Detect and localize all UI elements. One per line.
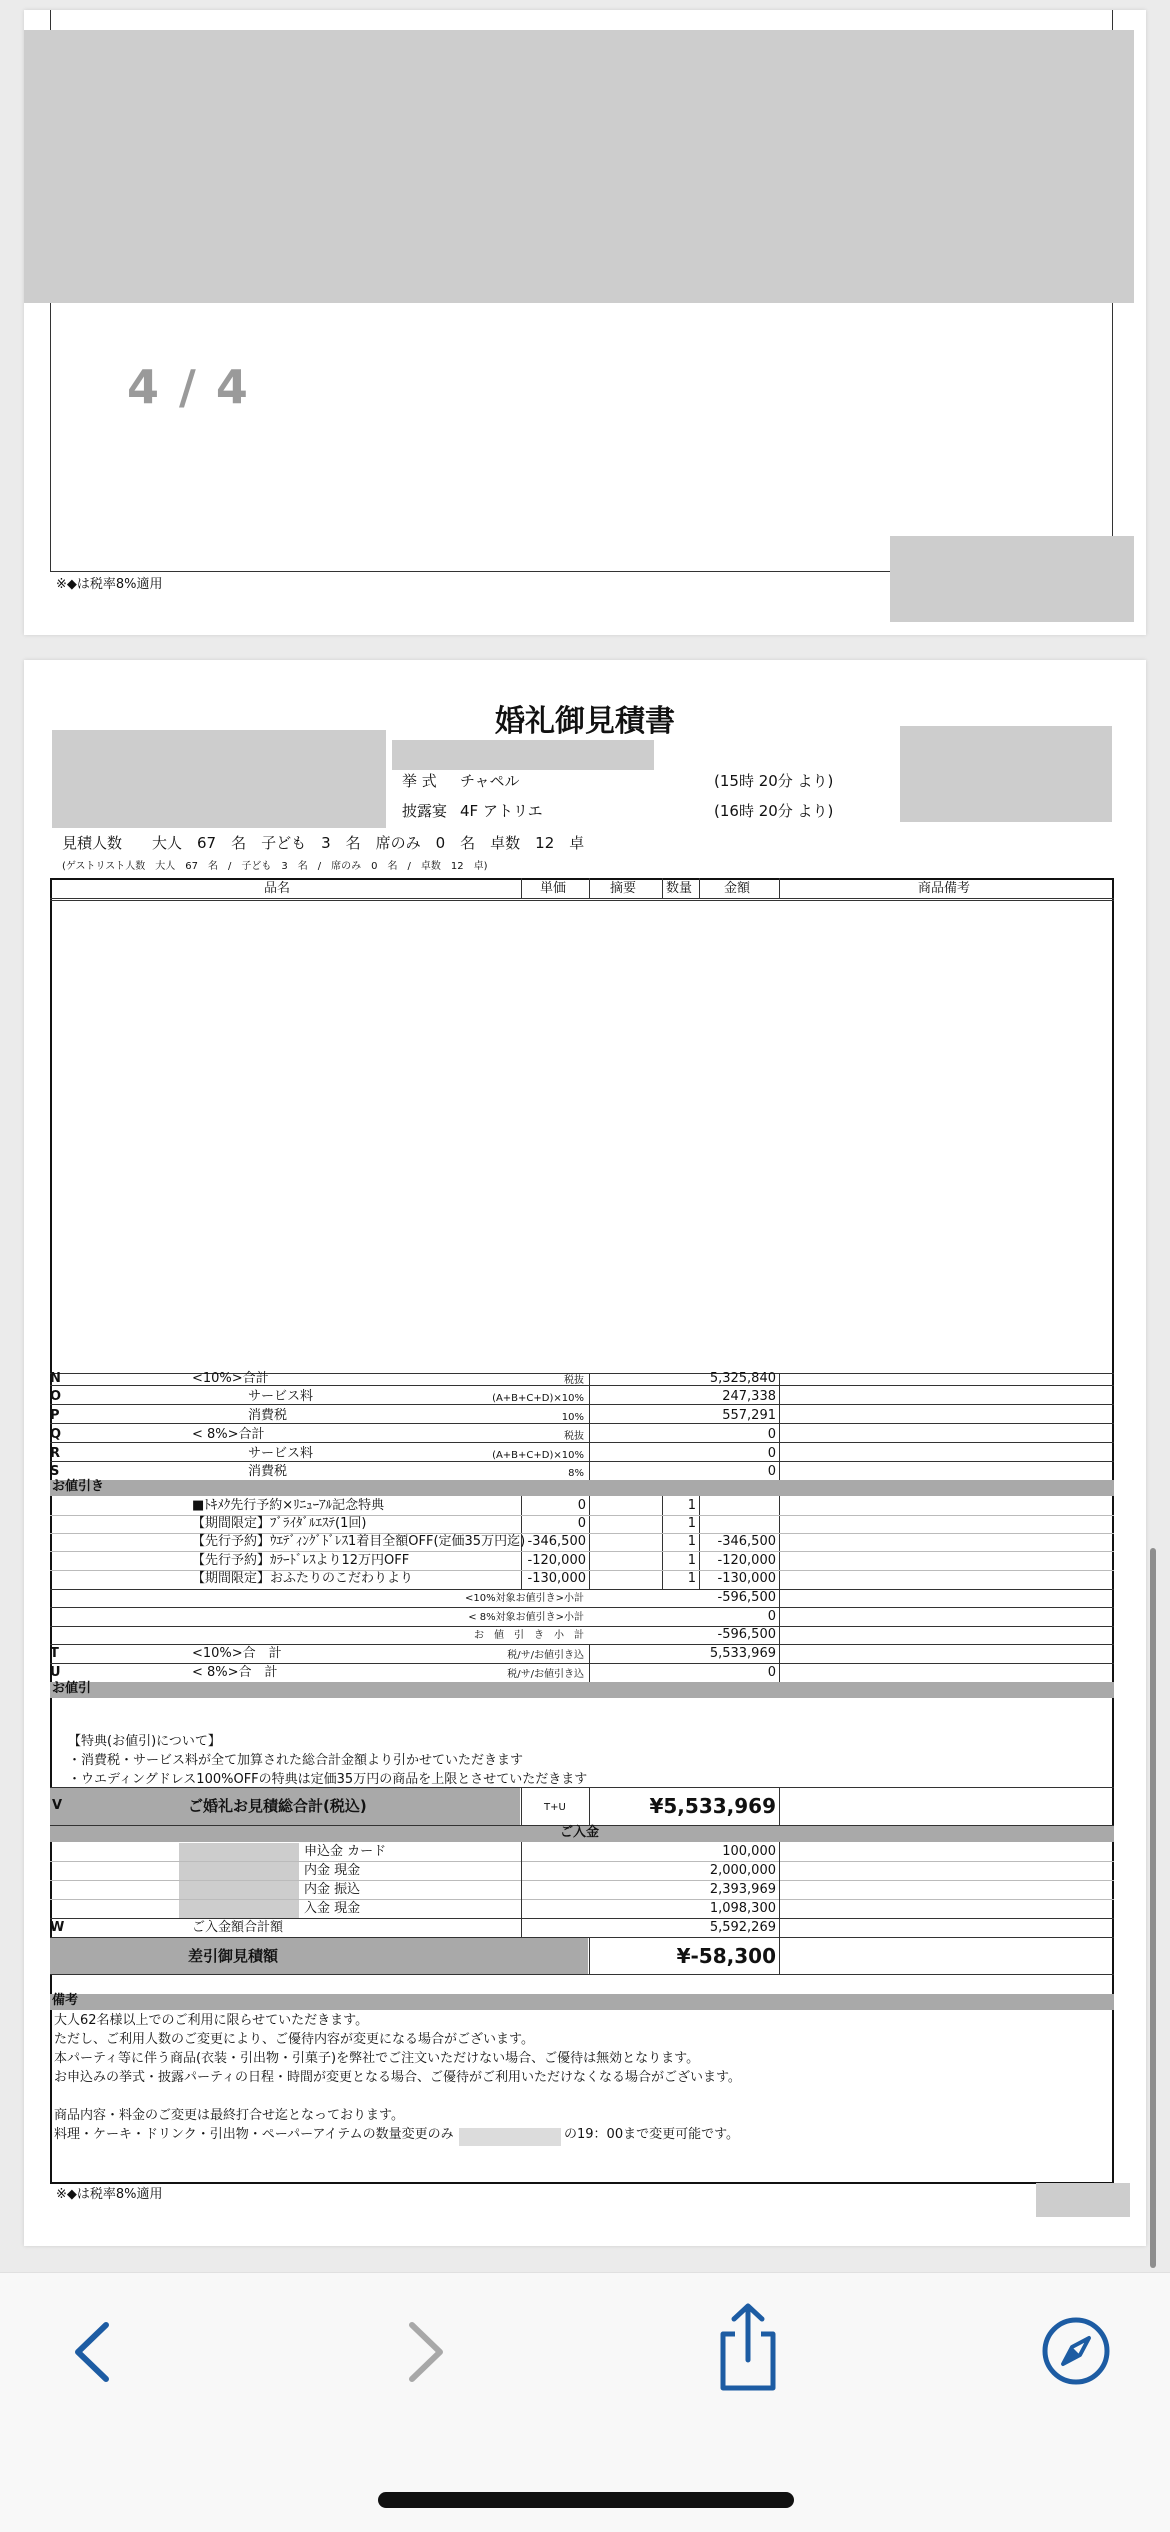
reception-label: 披露宴 — [402, 802, 448, 820]
subtotal-amount: 0 — [767, 1609, 776, 1624]
grand-name: < 8%>合 計 — [192, 1665, 278, 1680]
totals-code: P — [50, 1408, 60, 1423]
discount-item-unit: -120,000 — [527, 1553, 586, 1568]
discount-header: お値引き — [52, 1479, 105, 1494]
discount-item-unit: 0 — [577, 1498, 586, 1513]
totals-amount: 0 — [767, 1464, 776, 1479]
discount-item-qty: 1 — [687, 1534, 696, 1549]
discount-item-qty: 1 — [687, 1498, 696, 1513]
totals-name: <10%>合計 — [192, 1371, 269, 1386]
totals-code: Q — [50, 1427, 62, 1442]
totals-tag: 10% — [561, 1412, 584, 1423]
redacted-block — [890, 536, 1134, 622]
totals-code: O — [50, 1389, 62, 1404]
totals-code: S — [50, 1464, 60, 1479]
total-tag: T+U — [544, 1802, 566, 1813]
forward-icon — [406, 2321, 446, 2383]
payment-label: 申込金 カード — [304, 1844, 387, 1859]
footnote: ※◆は税率8%適用 — [56, 577, 163, 592]
redacted-date — [392, 740, 654, 770]
redacted-customer-name — [52, 730, 386, 828]
totals-code: R — [50, 1446, 61, 1461]
redacted-stamp — [1036, 2183, 1130, 2217]
totals-name: < 8%>合計 — [192, 1427, 265, 1442]
payment-total-amount: 5,592,269 — [709, 1920, 776, 1935]
grand-amount: 0 — [767, 1665, 776, 1680]
discount-item-unit: -346,500 — [527, 1534, 586, 1549]
totals-tag: 税抜 — [564, 1431, 584, 1442]
discount-item-name: 【先行予約】ｳｴﾃﾞｨﾝｸﾞﾄﾞﾚｽ1着目全額OFF(定価35万円迄) — [192, 1534, 526, 1549]
totals-name: 消費税 — [248, 1408, 288, 1423]
totals-amount: 247,338 — [722, 1389, 776, 1404]
scrollbar[interactable] — [1150, 1548, 1156, 2268]
ceremony-label: 挙 式 — [402, 772, 437, 790]
remark-line: 料理・ケーキ・ドリンク・引出物・ペーパーアイテムの数量変更のみ — [54, 2127, 454, 2142]
grand-code: T — [50, 1646, 59, 1661]
guest-list-count: (ゲストリスト人数 大人 67 名 / 子ども 3 名 / 席のみ 0 名 / 卓数 12 卓) — [62, 861, 488, 872]
discount-item-name: 【先行予約】ｶﾗｰﾄﾞﾚｽより12万円OFF — [192, 1553, 410, 1568]
footnote: ※◆は税率8%適用 — [56, 2187, 163, 2202]
subtotal-amount: -596,500 — [717, 1627, 776, 1642]
redacted-payment-date — [179, 1843, 299, 1919]
notice-header: お値引 — [52, 1681, 92, 1696]
discount-item-qty: 1 — [687, 1571, 696, 1586]
payment-label: 内金 現金 — [304, 1863, 361, 1878]
totals-code: N — [50, 1371, 61, 1386]
compass-icon — [1041, 2316, 1111, 2386]
ceremony-value: チャペル — [460, 772, 520, 790]
page-counter: 4 / 4 — [127, 360, 250, 414]
back-button[interactable] — [56, 2309, 128, 2395]
redacted-venue-logo — [900, 726, 1112, 822]
subtotal-label: お 値 引 き 小 計 — [474, 1630, 584, 1641]
discount-item-amount: -120,000 — [717, 1553, 776, 1568]
back-icon — [72, 2321, 112, 2383]
totals-amount: 5,325,840 — [709, 1371, 776, 1386]
safari-button[interactable] — [1034, 2309, 1118, 2393]
pdf-page-estimate — [24, 660, 1146, 2246]
discount-item-amount: -346,500 — [717, 1534, 776, 1549]
payment-amount: 2,393,969 — [709, 1882, 776, 1897]
grand-amount: 5,533,969 — [709, 1646, 776, 1661]
discount-item-qty: 1 — [687, 1553, 696, 1568]
ceremony-time: (15時 20分 より) — [714, 772, 834, 790]
totals-amount: 0 — [767, 1446, 776, 1461]
redacted-remark-date — [459, 2128, 561, 2146]
share-icon — [715, 2302, 781, 2392]
subtotal-label: <10%対象お値引き>小計 — [465, 1593, 584, 1604]
totals-name: 消費税 — [248, 1464, 288, 1479]
totals-name: サービス料 — [248, 1446, 314, 1461]
subtotal-amount: -596,500 — [717, 1590, 776, 1605]
payment-label: 入金 現金 — [304, 1901, 361, 1916]
grand-tag: 税/サ/お値引き込 — [507, 1650, 584, 1661]
discount-item-unit: -130,000 — [527, 1571, 586, 1586]
total-amount: ¥5,533,969 — [649, 1794, 776, 1818]
payment-total-label: ご入金額合計額 — [192, 1920, 284, 1935]
redacted-header-block — [24, 30, 1134, 303]
discount-item-amount: -130,000 — [717, 1571, 776, 1586]
totals-name: サービス料 — [248, 1389, 314, 1404]
total-label: ご婚礼お見積総合計(税込) — [188, 1797, 367, 1815]
subtotal-label: < 8%対象お値引き>小計 — [468, 1612, 584, 1623]
remark-line: お申込みの挙式・披露パーティの日程・時間が変更となる場合、ご優待がご利用いただけなくなる場合がございます。 — [54, 2070, 741, 2085]
share-button[interactable] — [706, 2295, 790, 2399]
forward-button[interactable] — [390, 2309, 462, 2395]
headcount: 見積人数 大人 67 名 子ども 3 名 席のみ 0 名 卓数 12 卓 — [62, 834, 585, 852]
remark-line: 商品内容・料金のご変更は最終打合せ迄となっております。 — [54, 2108, 404, 2123]
totals-tag: 税抜 — [564, 1375, 584, 1386]
totals-tag: (A+B+C+D)×10% — [492, 1393, 584, 1404]
column-unit-price: 単価 — [540, 881, 567, 896]
column-quantity: 数量 — [666, 881, 693, 896]
remark-line: 本パーティ等に伴う商品(衣装・引出物・引菓子)を弊社でご注文いただけない場合、ご優待は無効となります。 — [54, 2051, 700, 2066]
column-summary: 摘要 — [610, 881, 637, 896]
total-code: V — [52, 1798, 63, 1813]
payment-total-code: W — [50, 1920, 65, 1935]
totals-amount: 557,291 — [722, 1408, 776, 1423]
discount-item-name: 【期間限定】ﾌﾞﾗｲﾀﾞﾙｴｽﾃ(1回) — [192, 1516, 367, 1531]
difference-amount: ¥-58,300 — [676, 1944, 776, 1968]
discount-item-unit: 0 — [577, 1516, 586, 1531]
notice-line: ・消費税・サービス料が全て加算された総合計金額より引かせていただきます — [68, 1753, 524, 1768]
discount-item-qty: 1 — [687, 1516, 696, 1531]
column-note: 商品備考 — [918, 881, 971, 896]
payment-amount: 1,098,300 — [709, 1901, 776, 1916]
totals-tag: 8% — [568, 1468, 584, 1479]
reception-time: (16時 20分 より) — [714, 802, 834, 820]
remark-line: の19：00まで変更可能です。 — [564, 2127, 740, 2142]
discount-item-name: 【期間限定】おふたりのこだわりより — [192, 1571, 414, 1586]
grand-tag: 税/サ/お値引き込 — [507, 1669, 584, 1680]
grand-code: U — [50, 1665, 61, 1680]
discount-item-name: ■ﾄｷﾒｸ先行予約×ﾘﾆｭｰｱﾙ記念特典 — [192, 1498, 385, 1513]
home-indicator[interactable] — [378, 2492, 794, 2508]
column-amount: 金額 — [724, 881, 751, 896]
grand-name: <10%>合 計 — [192, 1646, 282, 1661]
payment-label: 内金 振込 — [304, 1882, 361, 1897]
payment-header: ご入金 — [560, 1825, 600, 1840]
reception-value: 4F アトリエ — [460, 802, 543, 820]
document-title: 婚礼御見積書 — [495, 704, 675, 739]
remarks-header: 備考 — [52, 1993, 79, 2008]
payment-amount: 100,000 — [722, 1844, 776, 1859]
difference-label: 差引御見積額 — [188, 1947, 279, 1965]
remark-line: 大人62名様以上でのご利用に限らせていただきます。 — [54, 2013, 369, 2028]
totals-tag: (A+B+C+D)×10% — [492, 1450, 584, 1461]
notice-line: ・ウエディングドレス100%OFFの特典は定価35万円の商品を上限とさせていただきます — [68, 1772, 588, 1787]
column-item: 品名 — [264, 881, 291, 896]
notice-title: 【特典(お値引)について】 — [68, 1734, 221, 1749]
payment-amount: 2,000,000 — [709, 1863, 776, 1878]
totals-amount: 0 — [767, 1427, 776, 1442]
remark-line: ただし、ご利用人数のご変更により、ご優待内容が変更になる場合がございます。 — [54, 2032, 534, 2047]
